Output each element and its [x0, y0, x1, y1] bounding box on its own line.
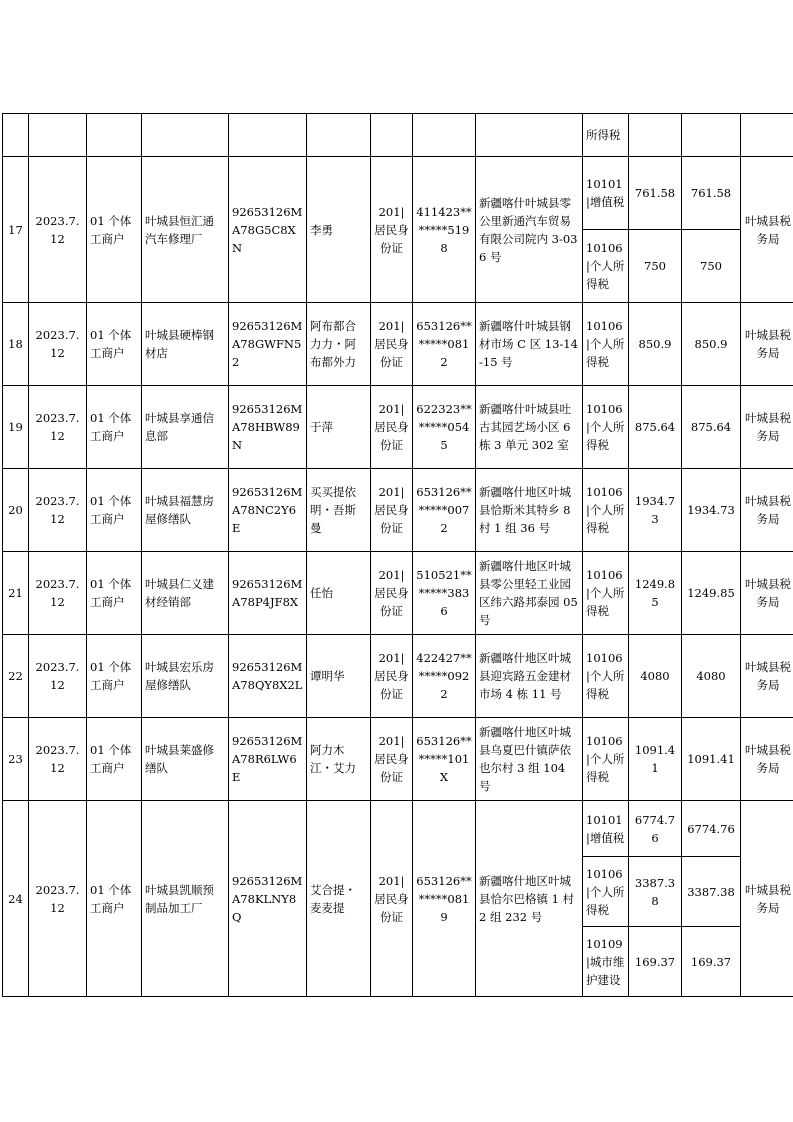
legal-person: 阿力木江・艾力 [307, 718, 371, 801]
taxpayer-name: 叶城县硬棒钢材店 [142, 303, 229, 386]
credit-code: 92653126MA78P4JF8X [229, 552, 307, 635]
id-number: 653126*******0819 [413, 801, 476, 997]
address: 新疆喀什叶城县零公里新通汽车贸易有限公司院内 3-036 号 [476, 157, 583, 303]
id-type: 201|居民身份证 [371, 386, 413, 469]
tax-authority: 叶城县税务局 [741, 552, 793, 635]
row-number: 21 [3, 552, 29, 635]
current-arrears-amount: 4080 [682, 635, 741, 718]
tax-item: 10106|个人所得税 [583, 386, 629, 469]
arrears-amount: 3387.38 [629, 857, 682, 927]
taxpayer-name: 叶城县莱盛修缮队 [142, 718, 229, 801]
tax-item: 10106|个人所得税 [583, 635, 629, 718]
cell-empty [629, 114, 682, 157]
legal-person: 李勇 [307, 157, 371, 303]
tax-item: 10106|个人所得税 [583, 230, 629, 303]
table-row [3, 552, 793, 635]
address: 新疆喀什地区叶城县恰斯米其特乡 8 村 1 组 36 号 [476, 469, 583, 552]
id-type: 201|居民身份证 [371, 303, 413, 386]
taxpayer-name: 叶城县宏乐房屋修缮队 [142, 635, 229, 718]
current-arrears-amount: 3387.38 [682, 857, 741, 927]
table-row [3, 469, 793, 552]
taxpayer-name: 叶城县享通信息部 [142, 386, 229, 469]
taxpayer-name: 叶城县仁义建材经销部 [142, 552, 229, 635]
arrears-amount: 875.64 [629, 386, 682, 469]
taxpayer-type: 01 个体工商户 [87, 552, 142, 635]
arrears-amount: 850.9 [629, 303, 682, 386]
current-arrears-amount: 850.9 [682, 303, 741, 386]
legal-person: 任怡 [307, 552, 371, 635]
date-cell: 2023.7.12 [29, 386, 87, 469]
id-number: 422427*******0922 [413, 635, 476, 718]
row-number: 24 [3, 801, 29, 997]
tax-item: 10106|个人所得税 [583, 857, 629, 927]
id-type: 201|居民身份证 [371, 469, 413, 552]
id-number: 653126*******101X [413, 718, 476, 801]
legal-person: 艾合提・麦麦提 [307, 801, 371, 997]
id-type: 201|居民身份证 [371, 157, 413, 303]
address: 新疆喀什地区叶城县恰尔巴格镇 1 村 2 组 232 号 [476, 801, 583, 997]
cell-empty [413, 114, 476, 157]
row-number: 23 [3, 718, 29, 801]
taxpayer-name: 叶城县凯顺预制品加工厂 [142, 801, 229, 997]
tax-authority: 叶城县税务局 [741, 303, 793, 386]
cell-empty [3, 114, 29, 157]
date-cell: 2023.7.12 [29, 303, 87, 386]
arrears-amount: 1934.73 [629, 469, 682, 552]
tax-item: 10101|增值税 [583, 157, 629, 230]
taxpayer-name: 叶城县福慧房屋修缮队 [142, 469, 229, 552]
arrears-amount: 169.37 [629, 927, 682, 997]
tax-authority: 叶城县税务局 [741, 469, 793, 552]
address: 新疆喀什地区叶城县零公里轻工业园区纬六路邦泰园 05 号 [476, 552, 583, 635]
cell-empty [307, 114, 371, 157]
tax-authority: 叶城县税务局 [741, 801, 793, 997]
cell-empty [29, 114, 87, 157]
legal-person: 买买提依明・吾斯曼 [307, 469, 371, 552]
taxpayer-name: 叶城县恒汇通汽车修理厂 [142, 157, 229, 303]
id-number: 622323*******0545 [413, 386, 476, 469]
current-arrears-amount: 875.64 [682, 386, 741, 469]
id-number: 510521*******3836 [413, 552, 476, 635]
row-number: 20 [3, 469, 29, 552]
legal-person: 于萍 [307, 386, 371, 469]
cell-empty [371, 114, 413, 157]
legal-person: 阿布都合力力・阿布都外力 [307, 303, 371, 386]
current-arrears-amount: 761.58 [682, 157, 741, 230]
credit-code: 92653126MA78GWFN52 [229, 303, 307, 386]
credit-code: 92653126MA78G5C8XN [229, 157, 307, 303]
taxpayer-type: 01 个体工商户 [87, 635, 142, 718]
address: 新疆喀什叶城县吐古其园艺场小区 6 栋 3 单元 302 室 [476, 386, 583, 469]
cell-empty [682, 114, 741, 157]
tax-item: 10106|个人所得税 [583, 469, 629, 552]
current-arrears-amount: 1249.85 [682, 552, 741, 635]
credit-code: 92653126MA78KLNY8Q [229, 801, 307, 997]
date-cell: 2023.7.12 [29, 718, 87, 801]
row-number: 18 [3, 303, 29, 386]
table-row [3, 157, 793, 230]
table-row-continued [3, 114, 793, 157]
tax-item: 10109|城市维护建设 [583, 927, 629, 997]
id-number: 411423*******5198 [413, 157, 476, 303]
tax-item: 10101|增值税 [583, 801, 629, 857]
address: 新疆喀什叶城县钢材市场 C 区 13-14-15 号 [476, 303, 583, 386]
current-arrears-amount: 169.37 [682, 927, 741, 997]
address: 新疆喀什地区叶城县乌夏巴什镇萨依也尔村 3 组 104 号 [476, 718, 583, 801]
current-arrears-amount: 750 [682, 230, 741, 303]
tax-authority: 叶城县税务局 [741, 157, 793, 303]
taxpayer-type: 01 个体工商户 [87, 469, 142, 552]
taxpayer-type: 01 个体工商户 [87, 303, 142, 386]
date-cell: 2023.7.12 [29, 635, 87, 718]
current-arrears-amount: 1934.73 [682, 469, 741, 552]
id-type: 201|居民身份证 [371, 718, 413, 801]
id-type: 201|居民身份证 [371, 552, 413, 635]
arrears-amount: 1249.85 [629, 552, 682, 635]
cell-empty [229, 114, 307, 157]
date-cell: 2023.7.12 [29, 469, 87, 552]
arrears-amount: 761.58 [629, 157, 682, 230]
row-number: 22 [3, 635, 29, 718]
credit-code: 92653126MA78QY8X2L [229, 635, 307, 718]
cell-empty [476, 114, 583, 157]
row-number: 19 [3, 386, 29, 469]
table-row [3, 386, 793, 469]
credit-code: 92653126MA78R6LW6E [229, 718, 307, 801]
date-cell: 2023.7.12 [29, 801, 87, 997]
current-arrears-amount: 1091.41 [682, 718, 741, 801]
taxpayer-type: 01 个体工商户 [87, 157, 142, 303]
table-row [3, 801, 793, 857]
id-number: 653126*******0812 [413, 303, 476, 386]
table-row [3, 718, 793, 801]
arrears-amount: 1091.41 [629, 718, 682, 801]
id-type: 201|居民身份证 [371, 801, 413, 997]
taxpayer-type: 01 个体工商户 [87, 718, 142, 801]
taxpayer-type: 01 个体工商户 [87, 386, 142, 469]
tax-item: 所得税 [583, 114, 629, 157]
tax-authority: 叶城县税务局 [741, 718, 793, 801]
legal-person: 谭明华 [307, 635, 371, 718]
credit-code: 92653126MA78HBW89N [229, 386, 307, 469]
tax-item: 10106|个人所得税 [583, 552, 629, 635]
table-row [3, 635, 793, 718]
address: 新疆喀什地区叶城县迎宾路五金建材市场 4 栋 11 号 [476, 635, 583, 718]
id-number: 653126*******0072 [413, 469, 476, 552]
cell-empty [142, 114, 229, 157]
id-type: 201|居民身份证 [371, 635, 413, 718]
arrears-amount: 750 [629, 230, 682, 303]
arrears-amount: 4080 [629, 635, 682, 718]
tax-authority: 叶城县税务局 [741, 386, 793, 469]
table-row [3, 303, 793, 386]
tax-authority: 叶城县税务局 [741, 635, 793, 718]
tax-arrears-table [2, 113, 793, 997]
arrears-amount: 6774.76 [629, 801, 682, 857]
current-arrears-amount: 6774.76 [682, 801, 741, 857]
tax-item: 10106|个人所得税 [583, 718, 629, 801]
credit-code: 92653126MA78NC2Y6E [229, 469, 307, 552]
cell-empty [87, 114, 142, 157]
row-number: 17 [3, 157, 29, 303]
tax-item: 10106|个人所得税 [583, 303, 629, 386]
taxpayer-type: 01 个体工商户 [87, 801, 142, 997]
date-cell: 2023.7.12 [29, 157, 87, 303]
date-cell: 2023.7.12 [29, 552, 87, 635]
cell-empty [741, 114, 793, 157]
